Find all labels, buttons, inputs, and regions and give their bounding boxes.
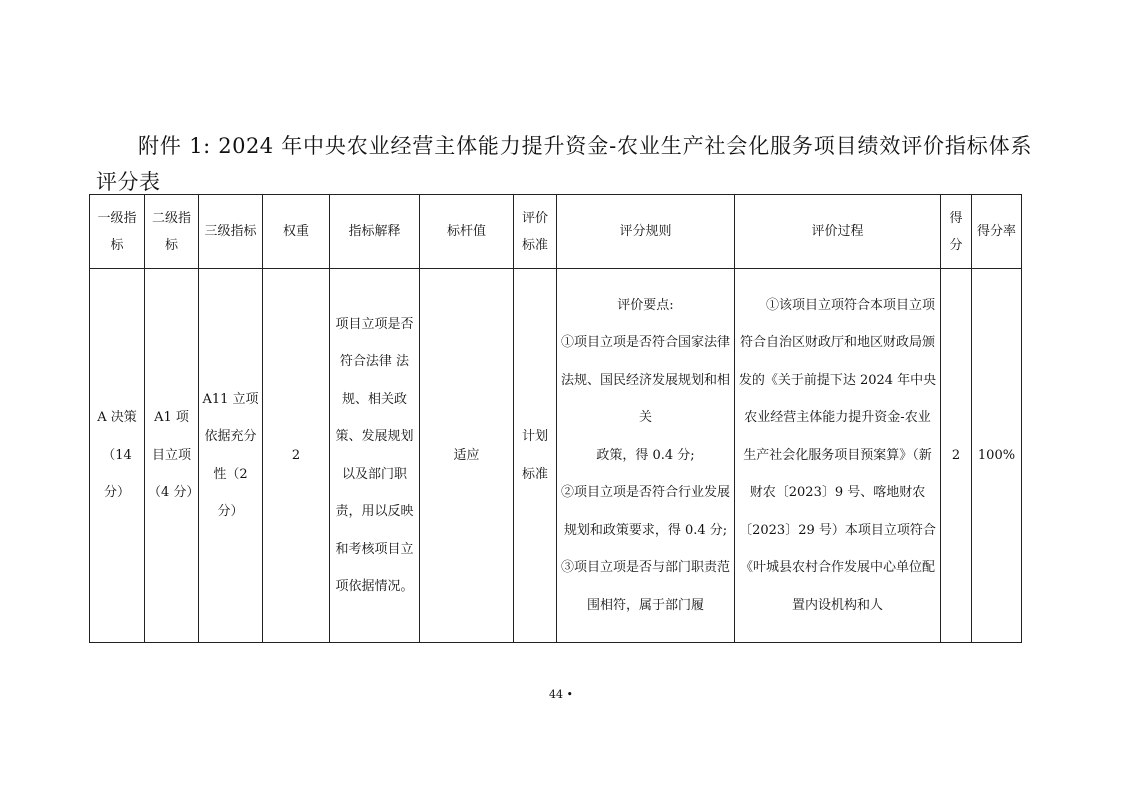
cell-rules	[557, 269, 735, 643]
header-standard: 评价标准	[514, 195, 557, 269]
header-level2: 二级指标	[145, 195, 199, 269]
cell-level2: A1 项目立项（4 分）	[145, 269, 199, 643]
header-process: 评价过程	[735, 195, 941, 269]
header-level3: 三级指标	[199, 195, 263, 269]
header-rules: 评分规则	[557, 195, 735, 269]
cell-rate: 100%	[972, 269, 1022, 643]
header-rate: 得分率	[972, 195, 1022, 269]
header-weight: 权重	[263, 195, 330, 269]
evaluation-table	[89, 194, 1022, 643]
table-header-row	[90, 195, 1022, 269]
cell-level1: A 决策（14 分）	[90, 269, 145, 643]
header-score: 得分	[941, 195, 972, 269]
cell-score: 2	[941, 269, 972, 643]
cell-benchmark: 适应	[420, 269, 514, 643]
cell-process	[735, 269, 941, 643]
cell-explanation	[330, 269, 420, 643]
rules-text: 评价要点: ①项目立项是否符合国家法律法规、国民经济发展规划和相关 政策，得 0.4 分; ②项目立项是否符合行业发展规划和政策要求，得 0.4 分; ③项目立项是否与部门职责范围相符，属于部门履	[560, 297, 730, 613]
header-level1: 一级指标	[90, 195, 145, 269]
header-benchmark: 标杆值	[420, 195, 514, 269]
header-explanation: 指标解释	[330, 195, 420, 269]
explanation-text: 项目立项是否符合法律 法规、相关政策、发展规划以及部门职责，用以反映和考核项目立项依据情况。	[335, 316, 414, 594]
cell-weight: 2	[263, 269, 330, 643]
cell-level3: A11 立项依据充分性（2 分）	[199, 269, 263, 643]
table-row	[90, 269, 1022, 643]
page-number: 44 •	[549, 688, 573, 701]
cell-standard: 计划标准	[514, 269, 557, 643]
process-text: ①该项目立项符合本项目立项符合自治区财政厅和地区财政局颁发的《关于前提下达 2024 年中央农业经营主体能力提升资金-农业生产社会化服务项目预案算》（新财农〔2023〕9 号、喀地财农〔2023〕29 号）本项目立项符合《叶城县农村合作发展中心单位配置内设机构和人	[738, 297, 937, 613]
document-title: 附件 1: 2024 年中央农业经营主体能力提升资金-农业生产社会化服务项目绩效评价指标体系评分表	[96, 134, 1032, 194]
